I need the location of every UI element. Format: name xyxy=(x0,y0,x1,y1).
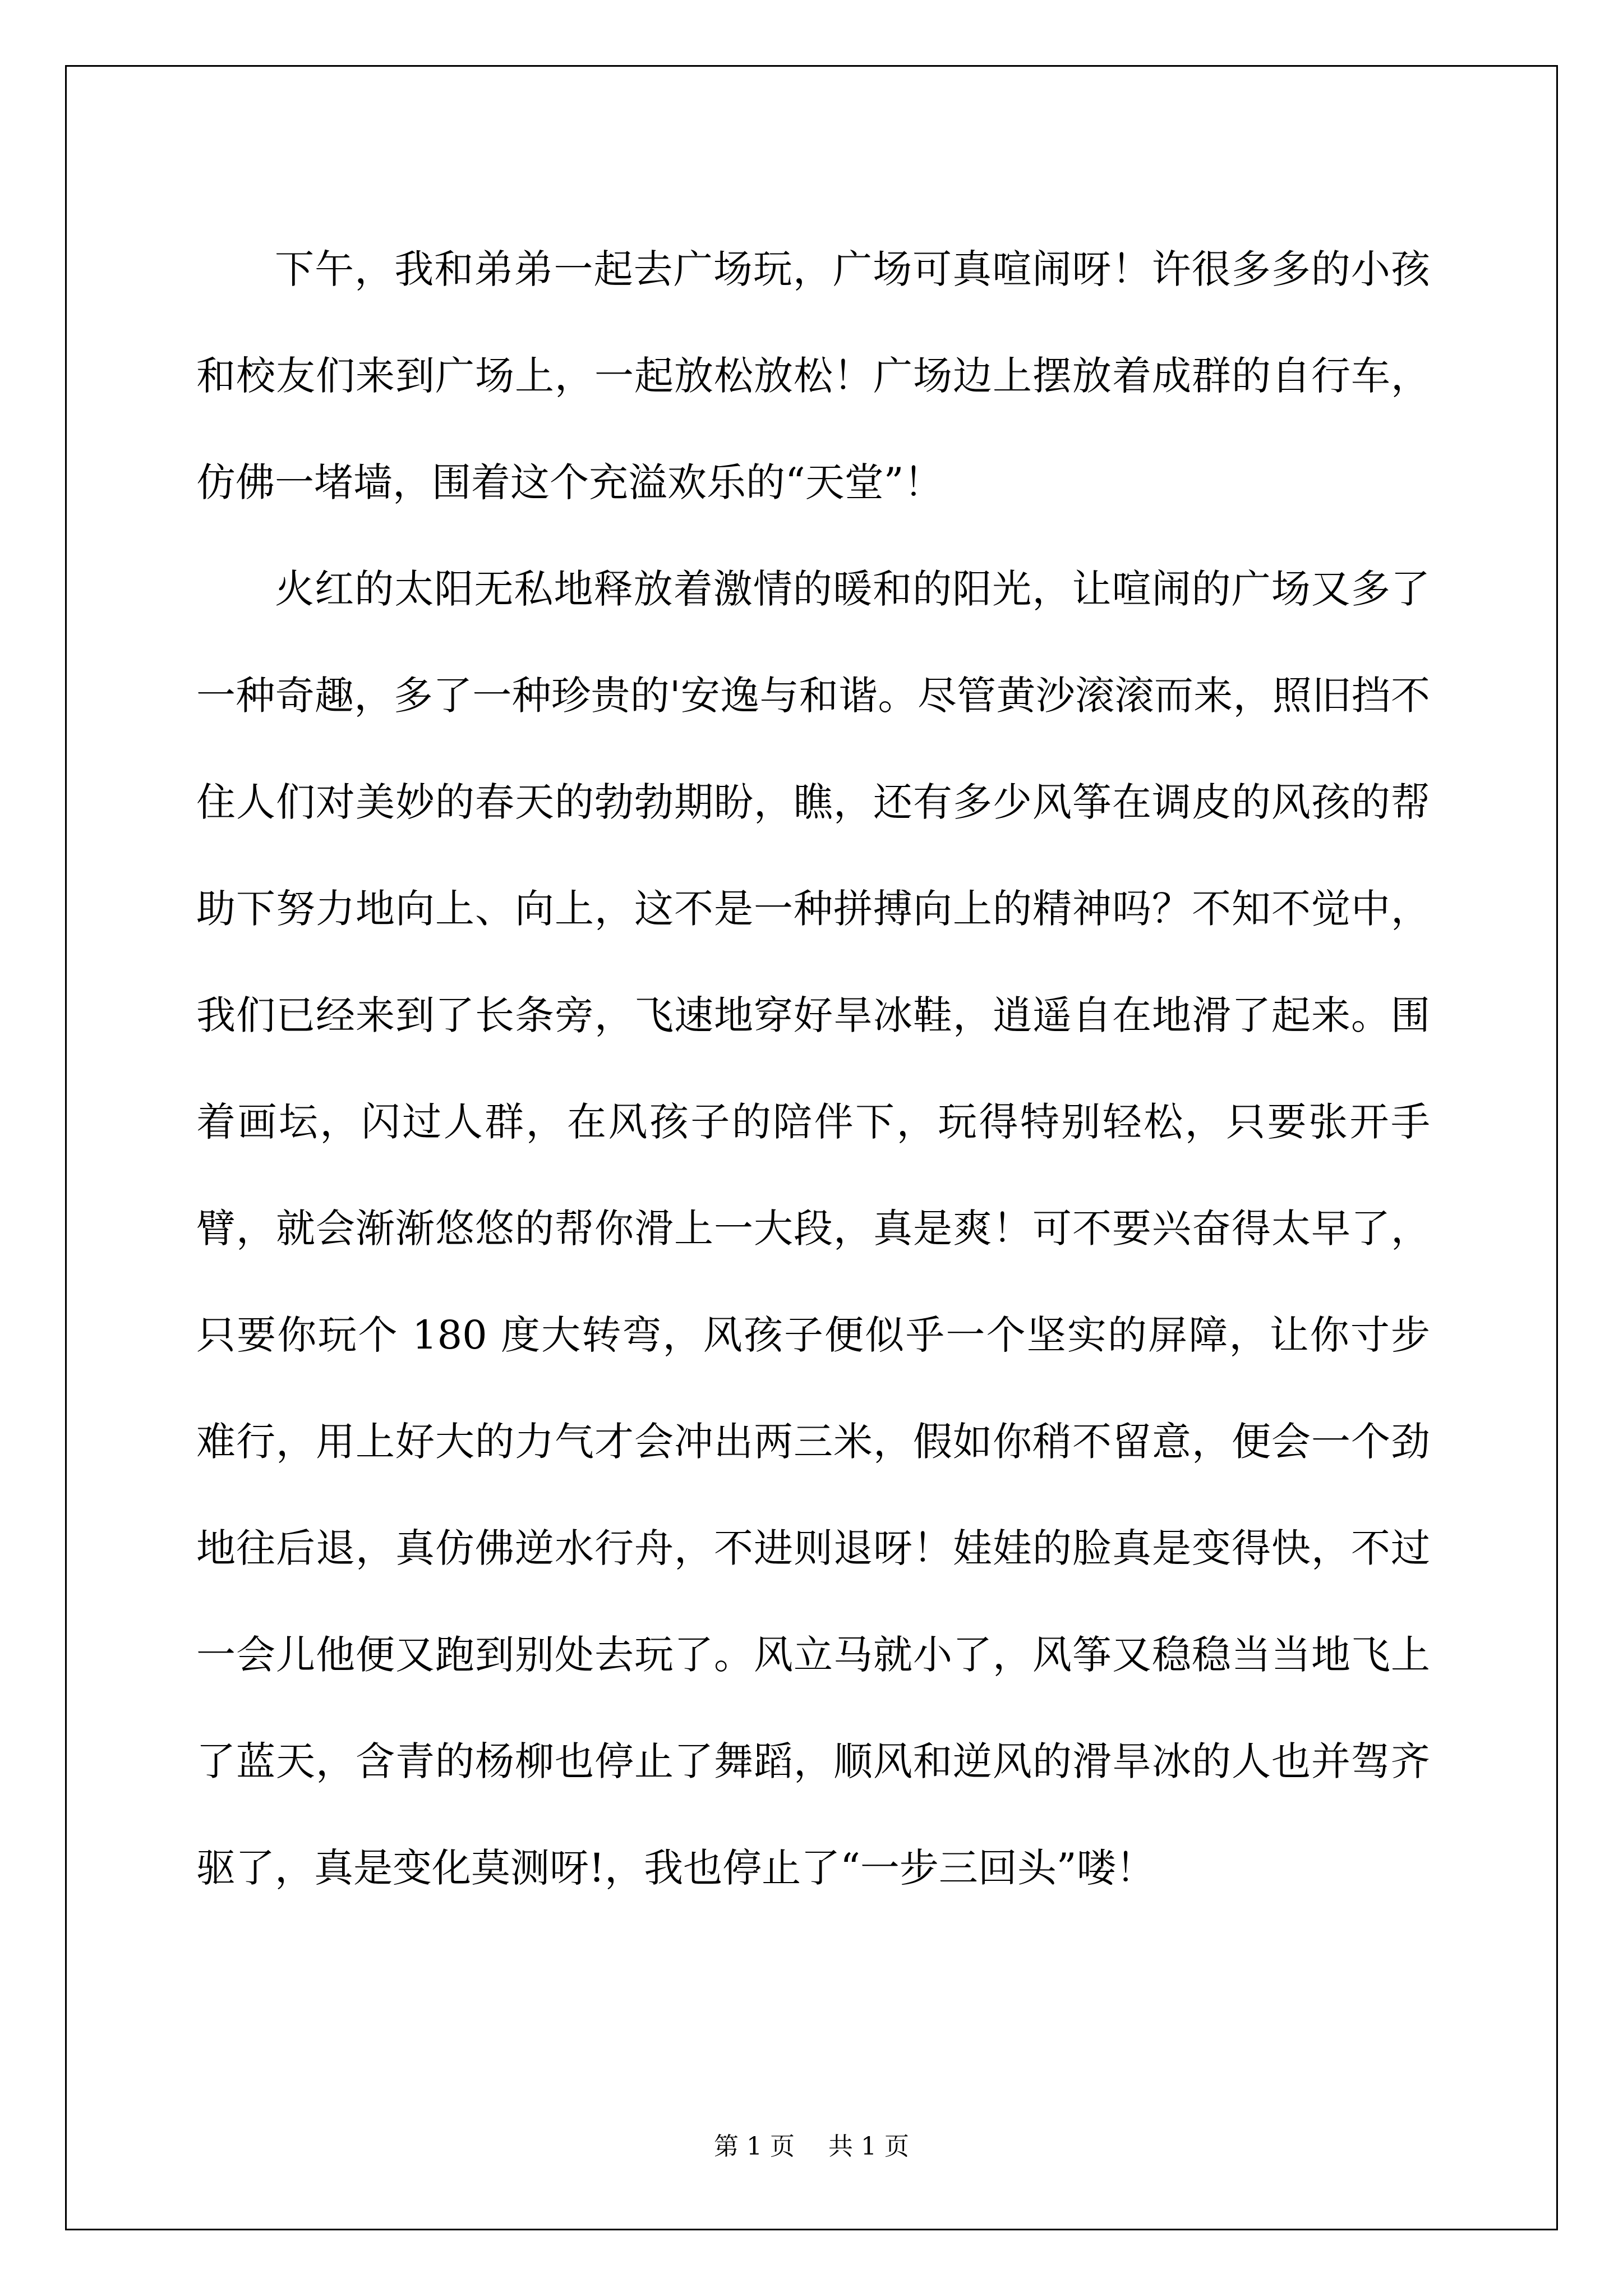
paragraph-2: 火红的太阳无私地释放着激情的暖和的阳光，让喧闹的广场又多了一种奇趣，多了一种珍贵的'安逸与和谐。尽管黄沙滚滚而来，照旧挡不住人们对美妙的春天的勃勃期盼，瞧，还有多少风筝在调皮的风孩的帮助下努力地向上、向上，这不是一种拼搏向上的精神吗？不知不觉中，我们已经来到了长条旁，飞速地穿好旱冰鞋，逍遥自在地滑了起来。围着画坛，闪过人群，在风孩子的陪伴下，玩得特别轻松，只要张开手臂，就会渐渐悠悠的帮你滑上一大段，真是爽！可不要兴奋得太早了，只要你玩个 180 度大转弯，风孩子便似乎一个坚实的屏障，让你寸步难行，用上好大的力气才会冲出两三米，假如你稍不留意，便会一个劲地往后退，真仿佛逆水行舟，不进则退呀！娃娃的脸真是变得快，不过一会儿他便又跑到别处去玩了。风立马就小了，风筝又稳稳当当地飞上了蓝天，含青的杨柳也停止了舞蹈，顺风和逆风的滑旱冰的人也并驾齐驱了，真是变化莫测呀!，我也停止了“一步三回头”喽！ xyxy=(196,566,1430,1891)
page-number: 第 1 页 xyxy=(714,2132,795,2161)
page-total: 共 1 页 xyxy=(828,2132,909,2161)
document-body xyxy=(196,216,1430,1921)
paragraph-1: 下午，我和弟弟一起去广场玩，广场可真喧闹呀！许很多多的小孩和校友们来到广场上，一起放松放松！广场边上摆放着成群的自行车，仿佛一堵墙，围着这个充溢欢乐的“天堂”！ xyxy=(196,246,1430,505)
page-footer xyxy=(0,2126,1623,2162)
